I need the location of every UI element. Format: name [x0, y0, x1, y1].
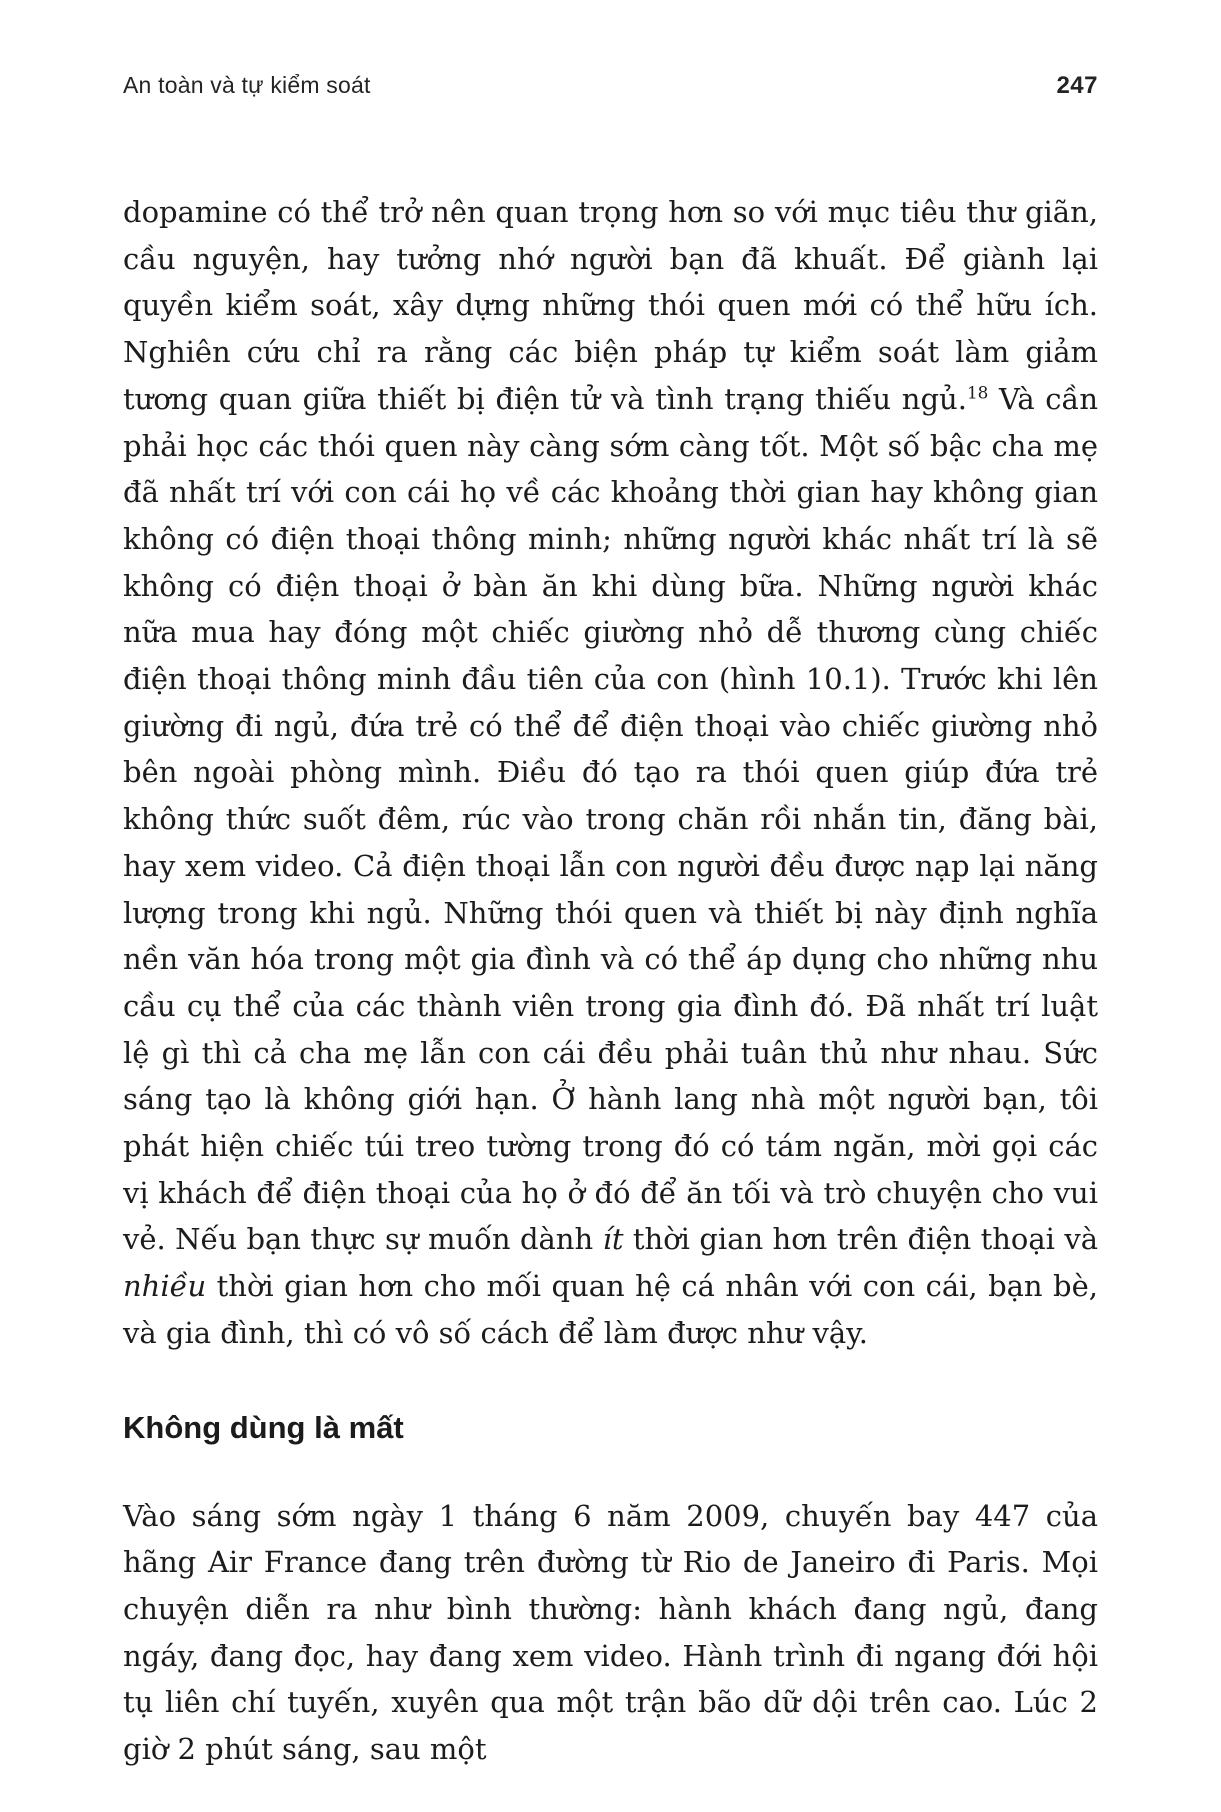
paragraph-self-control: [123, 189, 1098, 1357]
paragraph-text-before-footnote: dopamine có thể trở nên quan trọng hơn so với mục tiêu thư giãn, cầu nguyện, hay tưởng nhớ người bạn đã khuất. Để giành lại quyền kiểm soát, xây dựng những thói quen mới có thể hữu ích. Nghiên cứu chỉ ra rằng các biện pháp tự kiểm soát làm giảm tương quan giữa thiết bị điện tử và tình trạng thiếu ngủ.: [123, 195, 1098, 416]
paragraph-text-end: thời gian hơn cho mối quan hệ cá nhân với con cái, bạn bè, và gia đình, thì có vô số cách để làm được như vậy.: [123, 1269, 1098, 1350]
footnote-reference-18: 18: [966, 382, 989, 403]
page-number: 247: [1056, 72, 1098, 99]
paragraph-air-france: Vào sáng sớm ngày 1 tháng 6 năm 2009, chuyến bay 447 của hãng Air France đang trên đường từ Rio de Janeiro đi Paris. Mọi chuyện diễn ra như bình thường: hành khách đang ngủ, đang ngáy, đang đọc, hay đang xem video. Hành trình đi ngang đới hội tụ liên chí tuyến, xuyên qua một trận bão dữ dội trên cao. Lúc 2 giờ 2 phút sáng, sau một: [123, 1498, 1098, 1767]
paragraph-text-after-footnote: Và cần phải học các thói quen này càng sớm càng tốt. Một số bậc cha mẹ đã nhất trí với con cái họ về các khoảng thời gian hay không gian không có điện thoại thông minh; những người khác nhất trí là sẽ không có điện thoại ở bàn ăn khi dùng bữa. Những người khác nữa mua hay đóng một chiếc giường nhỏ dễ thương cùng chiếc điện thoại thông minh đầu tiên của con (hình 10.1). Trước khi lên giường đi ngủ, đứa trẻ có thể để điện thoại vào chiếc giường nhỏ bên ngoài phòng mình. Điều đó tạo ra thói quen giúp đứa trẻ không thức suốt đêm, rúc vào trong chăn rồi nhắn tin, đăng bài, hay xem video. Cả điện thoại lẫn con người đều được nạp lại năng lượng trong khi ngủ. Những thói quen và thiết bị này định nghĩa nền văn hóa trong một gia đình và có thể áp dụng cho những nhu cầu cụ thể của các thành viên trong gia đình đó. Đã nhất trí luật lệ gì thì cả cha mẹ lẫn con cái đều phải tuân thủ như nhau. Sức sáng tạo là không giới hạn. Ở hành lang nhà một người bạn, tôi phát hiện chiếc túi treo tường trong đó có tám ngăn, mời gọi các vị khách để điện thoại của họ ở đó để ăn tối và trò chuyện cho vui vẻ. Nếu bạn thực sự muốn dành: [123, 381, 1098, 1257]
section-heading: Không dùng là mất: [123, 1409, 404, 1445]
paragraph-text-between-italics: thời gian hơn trên điện thoại và: [623, 1222, 1098, 1257]
italic-word-less: ít: [602, 1222, 624, 1257]
italic-word-more: nhiều: [123, 1269, 207, 1304]
running-header: [123, 70, 1098, 101]
running-title: An toàn và tự kiểm soát: [123, 72, 371, 98]
